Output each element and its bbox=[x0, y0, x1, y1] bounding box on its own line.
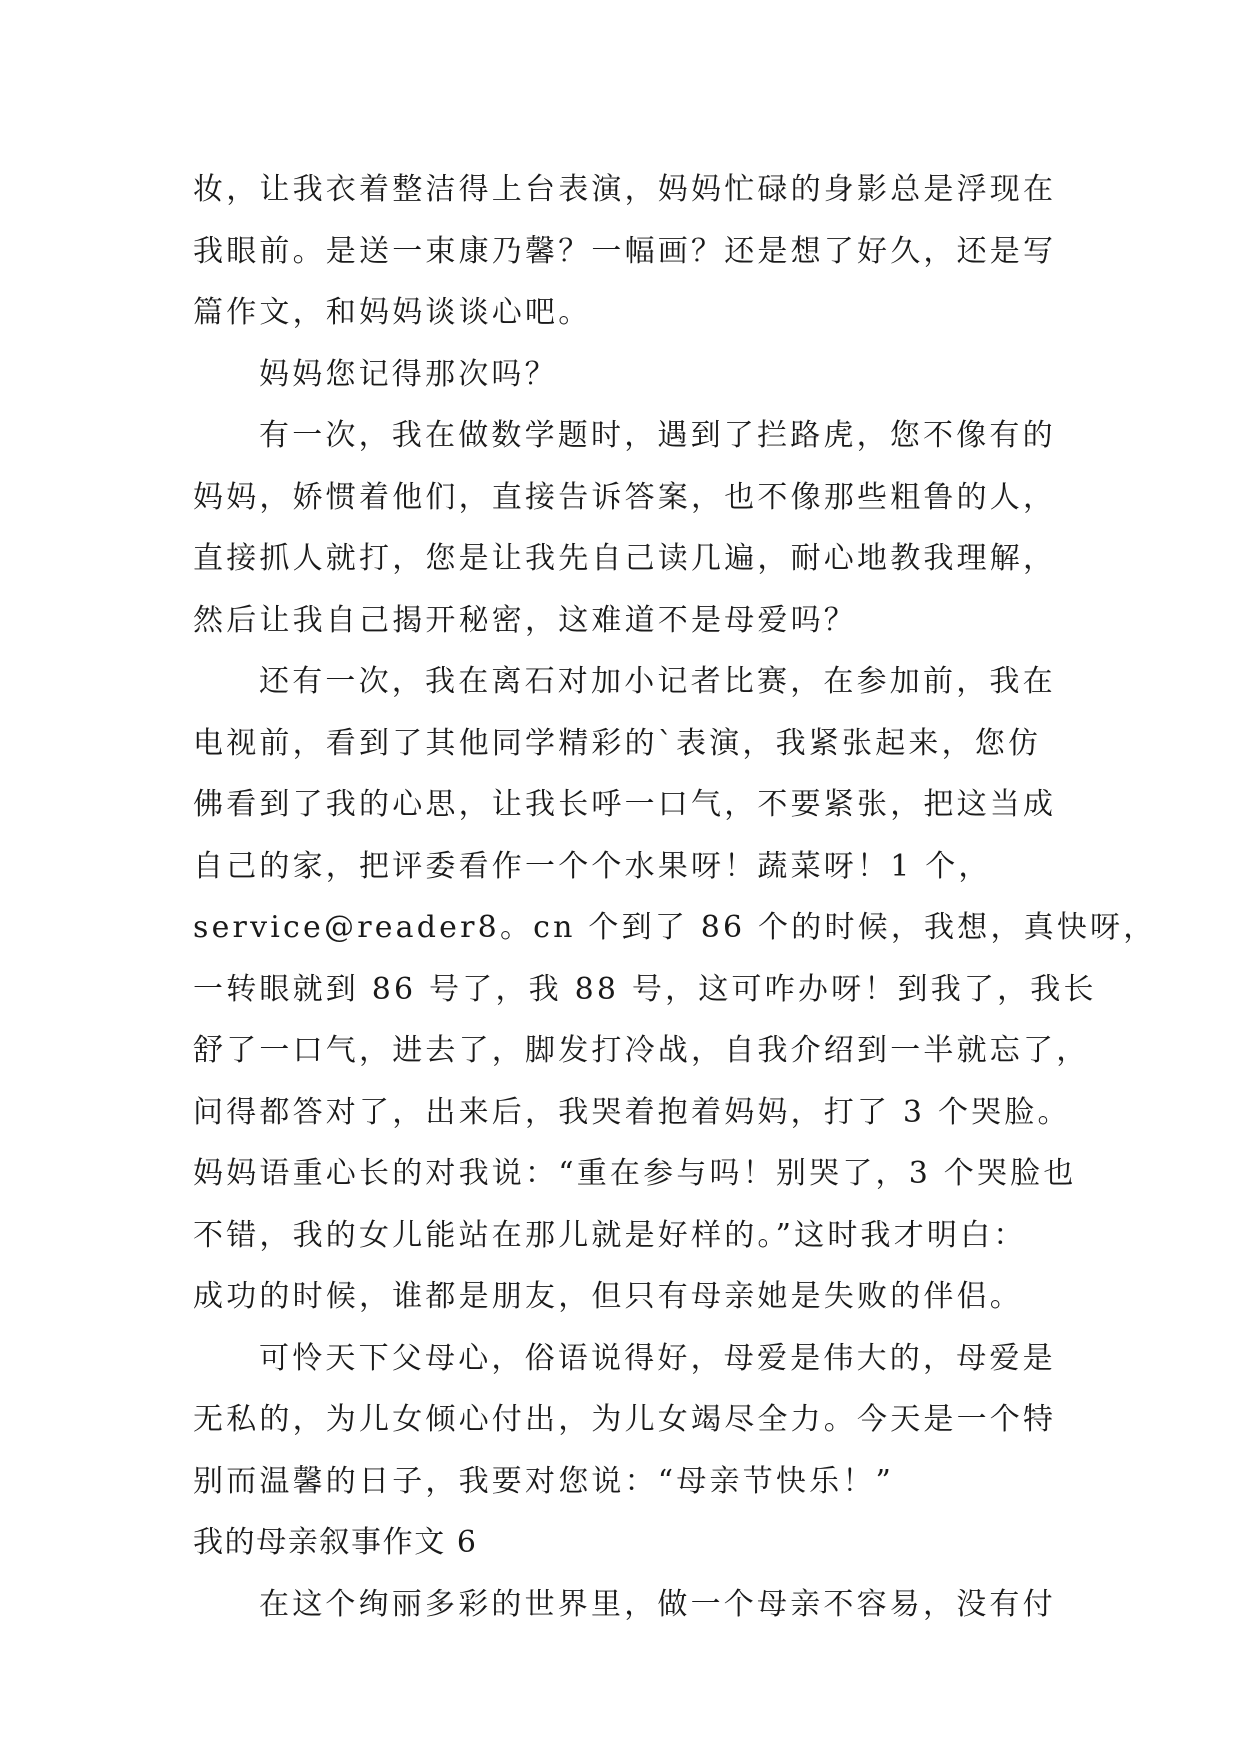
section-heading: 我的母亲叙事作文 6 bbox=[193, 1525, 478, 1560]
text-line: 别而温馨的日子，我要对您说：“母亲节快乐！” bbox=[193, 1463, 895, 1499]
text-line: 电视前，看到了其他同学精彩的`表演，我紧张起来，您仿 bbox=[193, 725, 1042, 761]
text-line: 无私的，为儿女倾心付出，为儿女竭尽全力。今天是一个特 bbox=[193, 1402, 1057, 1437]
text-line: 妈妈，娇惯着他们，直接告诉答案，也不像那些粗鲁的人， bbox=[193, 479, 1057, 515]
text-line: 问得都答对了，出来后，我哭着抱着妈妈，打了 3 个哭脸。 bbox=[193, 1094, 1071, 1130]
text-line: service@reader8。cn 个到了 86 个的时候，我想，真快呀， bbox=[193, 910, 1157, 945]
text-line: 佛看到了我的心思，让我长呼一口气，不要紧张，把这当成 bbox=[193, 787, 1057, 822]
text-line: 妆，让我衣着整洁得上台表演，妈妈忙碌的身影总是浮现在 bbox=[193, 172, 1057, 207]
text-line: 一转眼就到 86 号了，我 88 号，这可咋办呀！到我了，我长 bbox=[193, 971, 1097, 1007]
paragraph-start-line: 有一次，我在做数学题时，遇到了拦路虎，您不像有的 bbox=[259, 418, 1056, 453]
text-line: 我眼前。是送一束康乃馨？一幅画？还是想了好久，还是写 bbox=[193, 233, 1057, 269]
text-line: 篇作文，和妈妈谈谈心吧。 bbox=[193, 295, 592, 330]
text-line: 舒了一口气，进去了，脚发打冷战，自我介绍到一半就忘了， bbox=[193, 1033, 1090, 1068]
paragraph-start-line: 在这个绚丽多彩的世界里，做一个母亲不容易，没有付 bbox=[259, 1586, 1056, 1622]
paragraph-start-line: 可怜天下父母心，俗语说得好，母爱是伟大的，母爱是 bbox=[259, 1340, 1056, 1376]
paragraph-start-line: 还有一次，我在离石对加小记者比赛，在参加前，我在 bbox=[259, 664, 1056, 699]
text-line: 成功的时候，谁都是朋友，但只有母亲她是失败的伴侣。 bbox=[193, 1279, 1023, 1314]
text-line: 妈妈语重心长的对我说：“重在参与吗！别哭了，3 个哭脸也 bbox=[193, 1156, 1077, 1191]
text-line: 自己的家，把评委看作一个个水果呀！蔬菜呀！1 个， bbox=[193, 848, 992, 884]
paragraph-start-line: 妈妈您记得那次吗？ bbox=[259, 356, 558, 392]
text-line: 不错，我的女儿能站在那儿就是好样的。”这时我才明白： bbox=[193, 1217, 1027, 1253]
document-body bbox=[193, 159, 1157, 1635]
text-line: 然后让我自己揭开秘密，这难道不是母爱吗？ bbox=[193, 602, 857, 638]
text-line: 直接抓人就打，您是让我先自己读几遍，耐心地教我理解， bbox=[193, 541, 1057, 576]
